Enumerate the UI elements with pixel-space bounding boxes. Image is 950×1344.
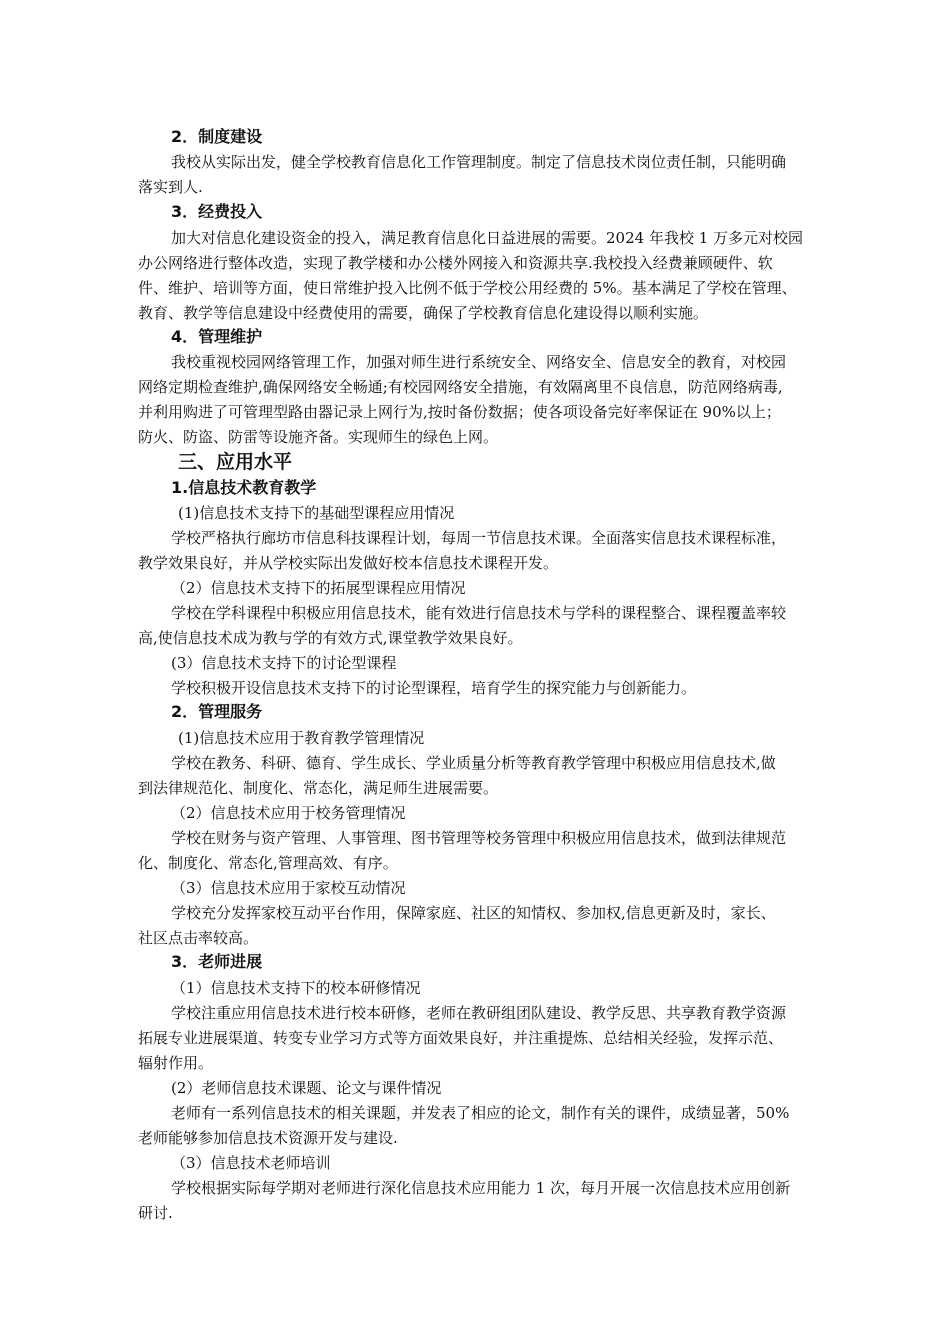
heading-funding: 3．经费投入 xyxy=(171,202,263,221)
paragraph-line: 办公网络进行整体改造，实现了教学楼和办公楼外网接入和资源共享.我校投入经费兼顾硬件、软 xyxy=(138,254,773,272)
paragraph-line: 教育、教学等信息建设中经费使用的需要，确保了学校教育信息化建设得以顺利实施。 xyxy=(138,304,709,322)
subheading: (2）老师信息技术课题、论文与课件情况 xyxy=(171,1079,442,1097)
heading-it-teaching: 1.信息技术教育教学 xyxy=(171,478,317,497)
subheading: （3）信息技术老师培训 xyxy=(171,1154,331,1172)
paragraph-line: 学校积极开设信息技术支持下的讨论型课程，培育学生的探究能力与创新能力。 xyxy=(171,679,697,697)
paragraph-line: 我校从实际出发，健全学校教育信息化工作管理制度。制定了信息技术岗位责任制，只能明确 xyxy=(171,153,787,171)
subheading: (1)信息技术应用于教育教学管理情况 xyxy=(178,729,425,747)
subheading: (3）信息技术支持下的讨论型课程 xyxy=(171,654,397,672)
heading-maintenance: 4．管理维护 xyxy=(171,327,263,346)
paragraph-line: 教学效果良好，并从学校实际出发做好校本信息技术课程开发。 xyxy=(138,554,559,572)
heading-teacher-development: 3．老师进展 xyxy=(171,952,263,971)
paragraph-line: 学校在教务、科研、德育、学生成长、学业质量分析等教育教学管理中积极应用信息技术,做 xyxy=(171,754,776,772)
paragraph-line: 防火、防盗、防雷等设施齐备。实现师生的绿色上网。 xyxy=(138,428,499,446)
subheading: （3）信息技术应用于家校互动情况 xyxy=(171,879,406,897)
paragraph-line: 到法律规范化、制度化、常态化，满足师生进展需要。 xyxy=(138,779,499,797)
paragraph-line: 落实到人. xyxy=(138,178,203,196)
paragraph-line: 老师能够参加信息技术资源开发与建设. xyxy=(138,1129,398,1147)
paragraph-line: 老师有一系列信息技术的相关课题，并发表了相应的论文，制作有关的课件，成绩显著，50% xyxy=(171,1104,790,1122)
paragraph-line: 件、维护、培训等方面，使日常维护投入比例不低于学校公用经费的 5%。基本满足了学校在管理、 xyxy=(138,279,797,297)
paragraph-line: 研讨. xyxy=(138,1204,173,1222)
heading-management-service: 2．管理服务 xyxy=(171,702,263,721)
paragraph-line: 学校在学科课程中积极应用信息技术，能有效进行信息技术与学科的课程整合、课程覆盖率较 xyxy=(171,604,787,622)
paragraph-line: 辐射作用。 xyxy=(138,1054,214,1072)
paragraph-line: 学校根据实际每学期对老师进行深化信息技术应用能力 1 次，每月开展一次信息技术应用创新 xyxy=(171,1179,791,1197)
paragraph-line: 拓展专业进展渠道、转变专业学习方式等方面效果良好，并注重提炼、总结相关经验，发挥示范、 xyxy=(138,1029,784,1047)
paragraph-line: 加大对信息化建设资金的投入，满足教育信息化日益进展的需要。2024 年我校 1 万多元对校园 xyxy=(171,229,804,247)
paragraph-line: 并利用购进了可管理型路由器记录上网行为,按时备份数据；使各项设备完好率保证在 90%以上； xyxy=(138,403,781,421)
paragraph-line: 学校注重应用信息技术进行校本研修，老师在教研组团队建设、教学反思、共享教育教学资源 xyxy=(171,1004,787,1022)
paragraph-line: 网络定期检查维护,确保网络安全畅通;有校园网络安全措施，有效隔离里不良信息，防范网络病毒, xyxy=(138,378,783,396)
paragraph-line: 学校充分发挥家校互动平台作用，保障家庭、社区的知情权、参加权,信息更新及时，家长、 xyxy=(171,904,776,922)
paragraph-line: 我校重视校园网络管理工作，加强对师生进行系统安全、网络安全、信息安全的教育，对校园 xyxy=(171,353,787,371)
paragraph-line: 社区点击率较高。 xyxy=(138,929,259,947)
subheading: (1)信息技术支持下的基础型课程应用情况 xyxy=(178,504,455,522)
paragraph-line: 学校在财务与资产管理、人事管理、图书管理等校务管理中积极应用信息技术，做到法律规范 xyxy=(171,829,787,847)
subheading: （2）信息技术支持下的拓展型课程应用情况 xyxy=(171,579,466,597)
heading-system-building: 2．制度建设 xyxy=(171,127,263,146)
paragraph-line: 化、制度化、常态化,管理高效、有序。 xyxy=(138,854,398,872)
section-heading-application-level: 三、应用水平 xyxy=(178,451,293,473)
paragraph-line: 学校严格执行廊坊市信息科技课程计划，每周一节信息技术课。全面落实信息技术课程标准， xyxy=(171,529,787,547)
subheading: （1）信息技术支持下的校本研修情况 xyxy=(171,979,421,997)
paragraph-line: 高,使信息技术成为教与学的有效方式,课堂教学效果良好。 xyxy=(138,629,523,647)
subheading: （2）信息技术应用于校务管理情况 xyxy=(171,804,406,822)
